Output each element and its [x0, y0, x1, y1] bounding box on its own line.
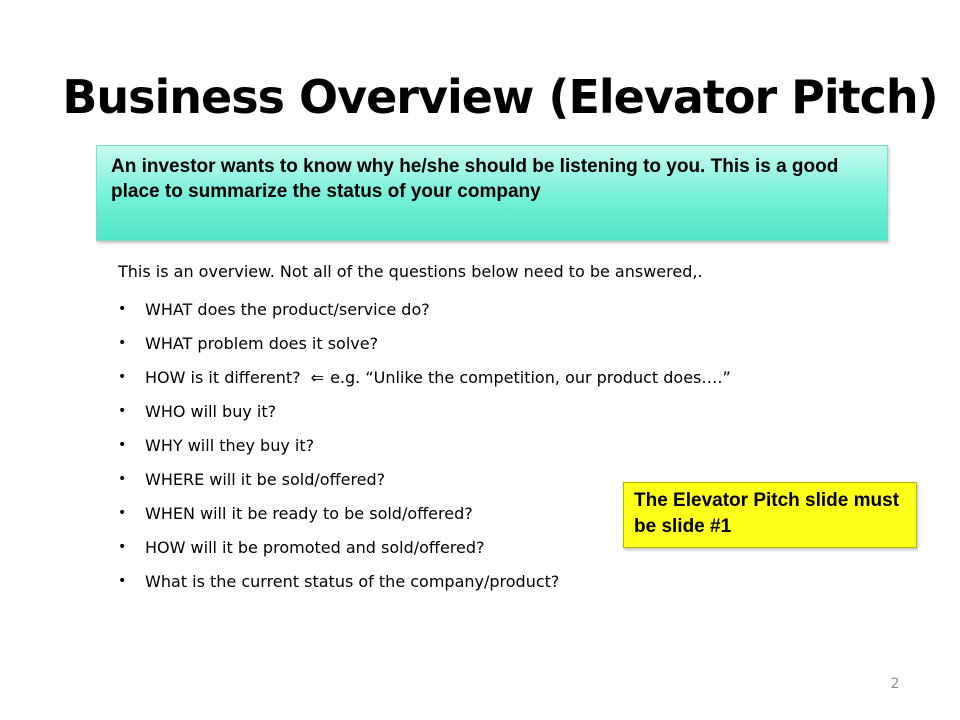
list-item-text: WHERE will it be sold/offered? — [145, 470, 386, 489]
bullet-icon: • — [118, 539, 127, 555]
list-item — [118, 433, 731, 458]
list-item — [118, 365, 731, 390]
bullet-icon: • — [118, 573, 127, 589]
list-item — [118, 399, 731, 424]
elevator-pitch-note: The Elevator Pitch slide must be slide #1 — [623, 482, 917, 548]
bullet-icon: • — [118, 403, 127, 419]
list-item-text: WHAT does the product/service do? — [145, 300, 430, 319]
list-item — [118, 569, 731, 594]
intro-text: This is an overview. Not all of the questions below need to be answered,. — [118, 262, 703, 281]
list-item-text: WHEN will it be ready to be sold/offered? — [145, 504, 473, 523]
list-item-text: HOW will it be promoted and sold/offered? — [145, 538, 485, 557]
list-item-text: WHAT problem does it solve? — [145, 334, 379, 353]
list-item — [118, 331, 731, 356]
bullet-icon: • — [118, 301, 127, 317]
list-item-text: What is the current status of the company/product? — [145, 572, 560, 591]
list-item-text: HOW is it different? — [145, 368, 301, 387]
list-item-example: e.g. “Unlike the competition, our product does….” — [330, 368, 731, 387]
bullet-icon: • — [118, 369, 127, 385]
investor-callout-box: An investor wants to know why he/she should be listening to you. This is a good place to summarize the status of your company — [96, 145, 888, 241]
list-item-text: WHY will they buy it? — [145, 436, 315, 455]
page-number: 2 — [890, 676, 900, 692]
bullet-icon: • — [118, 437, 127, 453]
slide-title: Business Overview (Elevator Pitch) — [62, 70, 938, 124]
bullet-icon: • — [118, 335, 127, 351]
question-list — [118, 297, 731, 603]
list-item — [118, 297, 731, 322]
list-item-text: WHO will buy it? — [145, 402, 277, 421]
bullet-icon: • — [118, 505, 127, 521]
left-arrow-icon: ⇐ — [310, 368, 325, 387]
bullet-icon: • — [118, 471, 127, 487]
